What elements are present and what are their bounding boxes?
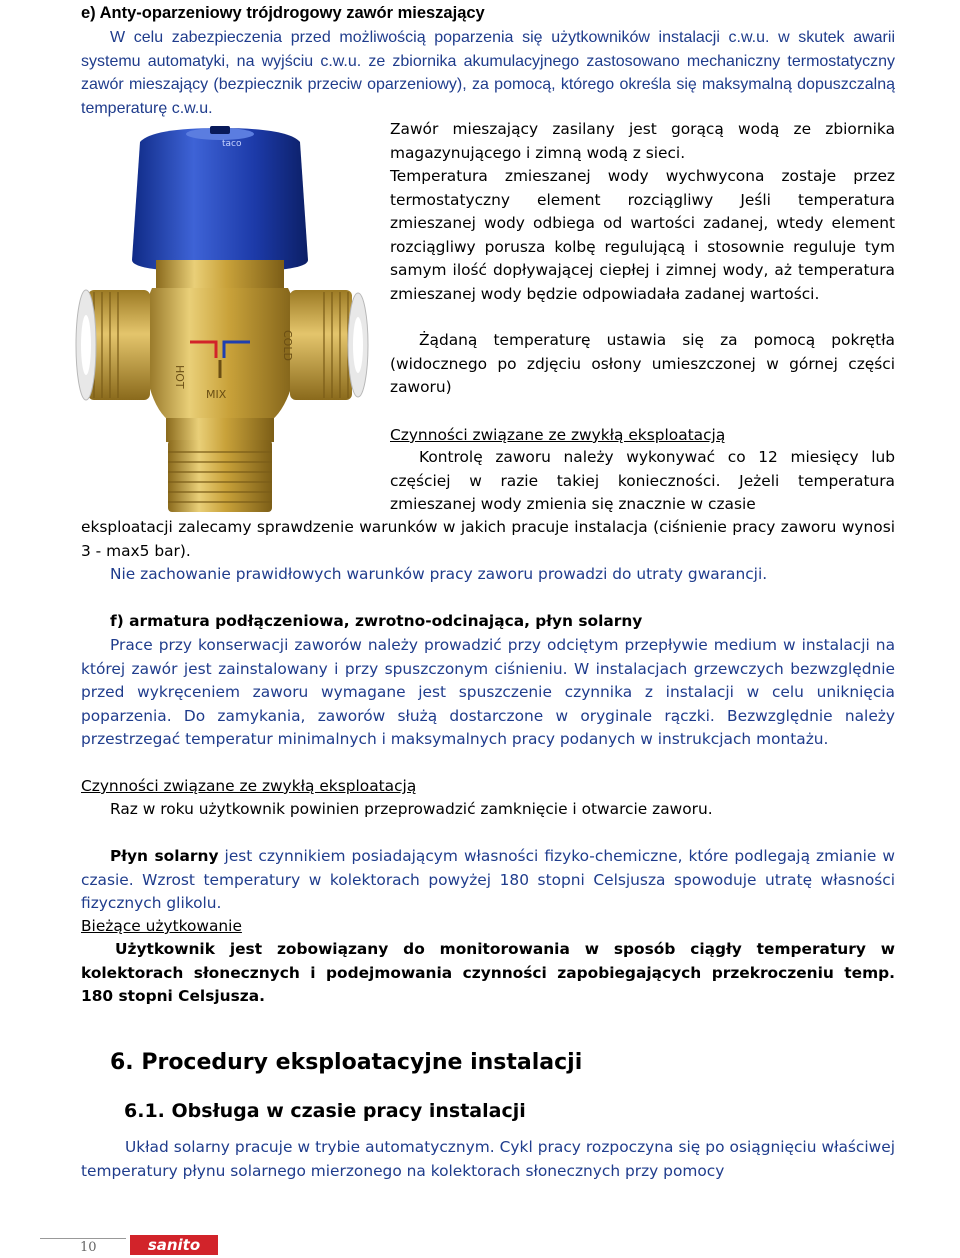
valve-cold-label: COLD xyxy=(281,330,294,361)
valve-hot-label: HOT xyxy=(173,365,186,389)
section-6-1-number: 6.1. xyxy=(124,1100,165,1122)
section-e-p3: Żądaną temperaturę ustawia się za pomocą pokrętła (widocznego po zdjęciu osłony umieszczonej w górnej części zaworu) xyxy=(390,331,895,396)
valve-mix-label: MIX xyxy=(206,388,227,401)
section-e-p5-text: Nie zachowanie prawidłowych warunków pracy zaworu prowadzi do utraty gwarancji. xyxy=(110,565,768,583)
section-e-intro-text: W celu zabezpieczenia przed możliwością poparzenia się użytkowników instalacji c.w.u. w skutek awarii systemu automatyki, na wyjściu c.w.u. ze zbiornika akumulacyjnego zastosowano mechaniczny termostatyczny zawór mieszający (bezpiecznik przeciw oparzeniowy), za pomocą, którego określa się maksymalną dopuszczalną temperaturę c.w.u. xyxy=(81,29,895,117)
section-f-p3 xyxy=(81,845,895,916)
section-6-1-p1-text: Układ solarny pracuje w trybie automatycznym. Cykl pracy rozpoczyna się po osiągnięciu właściwej temperatury płynu solarnego mierzonego na kolektorach słonecznych przy pomocy xyxy=(81,1138,895,1180)
section-f-p1 xyxy=(81,634,895,752)
section-f-p1-text: Prace przy konserwacji zaworów należy prowadzić przy odciętym przepływie medium w instalacji na której zawór jest zainstalowany i przy spuszczonym ciśnieniu. W instalacjach grzewczych bezwzględnie przed wykręceniem zaworu wymagane jest spuszczenie czynnika z instalacji w celu uniknięcia poparzenia. Do zamykania, zaworów służą dostarczone w oryginale rączki. Bezwzględnie należy przestrzegać temperatur minimalnych i maksymalnych pracy podanych w instrukcjach montażu. xyxy=(81,636,895,748)
section-e-p2: Temperatura zmieszanej wody wychwycona zostaje przez termostatyczny element rozciągliwy Jeśli temperatura zmieszanej wody odbiega od wartości zadanej, wtedy element rozciągliwy porusza kolbę regulującą i stosownie reguluje tym samym ilość dopływającej ciepłej i zimnej wody, aż temperatura zmieszanej wody będzie odpowiadała zadanej wartości. xyxy=(390,167,895,303)
section-e-p5 xyxy=(110,563,895,587)
section-e-p4b: eksploatacji zalecamy sprawdzenie warunków w jakich pracuje instalacja (ciśnienie pracy zaworu wynosi 3 - max5 bar). xyxy=(81,518,895,560)
section-f-subheading2: Bieżące użytkowanie xyxy=(81,917,242,935)
section-f-p2: Raz w roku użytkownik powinien przeprowadzić zamknięcie i otwarcie zaworu. xyxy=(110,800,713,818)
page-number: 10 xyxy=(80,1240,97,1255)
solar-fluid-term: Płyn solarny xyxy=(110,847,219,865)
section-e-intro xyxy=(81,26,895,120)
section-f-p3-text: jest czynnikiem posiadającym własności fizyko-chemiczne, które podlegają zmianie w czasie. Wzrost temperatury w kolektorach powyżej 180 stopni Celsjusza spowoduje utratę własności fizycznych glikolu. xyxy=(81,847,895,912)
section-e-p4a: Kontrolę zaworu należy wykonywać co 12 miesięcy lub częściej w razie takiej konieczności. Jeżeli temperatura zmieszanej wody zmienia się znacznie w czasie xyxy=(390,448,895,513)
section-e-p1: Zawór mieszający zasilany jest gorącą wodą ze zbiornika magazynującego i zimną wodą z sieci. xyxy=(390,120,895,162)
section-6-1-p1 xyxy=(81,1136,895,1183)
section-e-heading: e) Anty-oparzeniowy trójdrogowy zawór mieszający xyxy=(81,4,485,22)
section-f-p4: Użytkownik jest zobowiązany do monitorowania w sposób ciągły temperatury w kolektorach słonecznych i podejmowania czynności zapobiegających przekroczeniu temp. 180 stopni Celsjusza. xyxy=(81,940,895,1005)
section-6-number: 6. xyxy=(110,1050,134,1075)
section-e-subheading: Czynności związane ze zwykłą eksploatacją xyxy=(390,426,726,444)
section-f-subheading: Czynności związane ze zwykłą eksploatacją xyxy=(81,777,417,795)
sanito-logo xyxy=(130,1235,218,1255)
footer-divider xyxy=(40,1238,126,1239)
logo-text: sanito xyxy=(147,1236,201,1254)
thermostatic-mixing-valve-image xyxy=(72,120,372,515)
section-6-1-heading xyxy=(124,1100,526,1122)
section-6-1-title: Obsługa w czasie pracy instalacji xyxy=(171,1100,526,1122)
section-f-heading: f) armatura podłączeniowa, zwrotno-odcinająca, płyn solarny xyxy=(110,612,643,630)
valve-brand-label: taco xyxy=(222,139,242,149)
section-6-heading xyxy=(110,1050,582,1075)
section-6-title: Procedury eksploatacyjne instalacji xyxy=(141,1050,583,1075)
